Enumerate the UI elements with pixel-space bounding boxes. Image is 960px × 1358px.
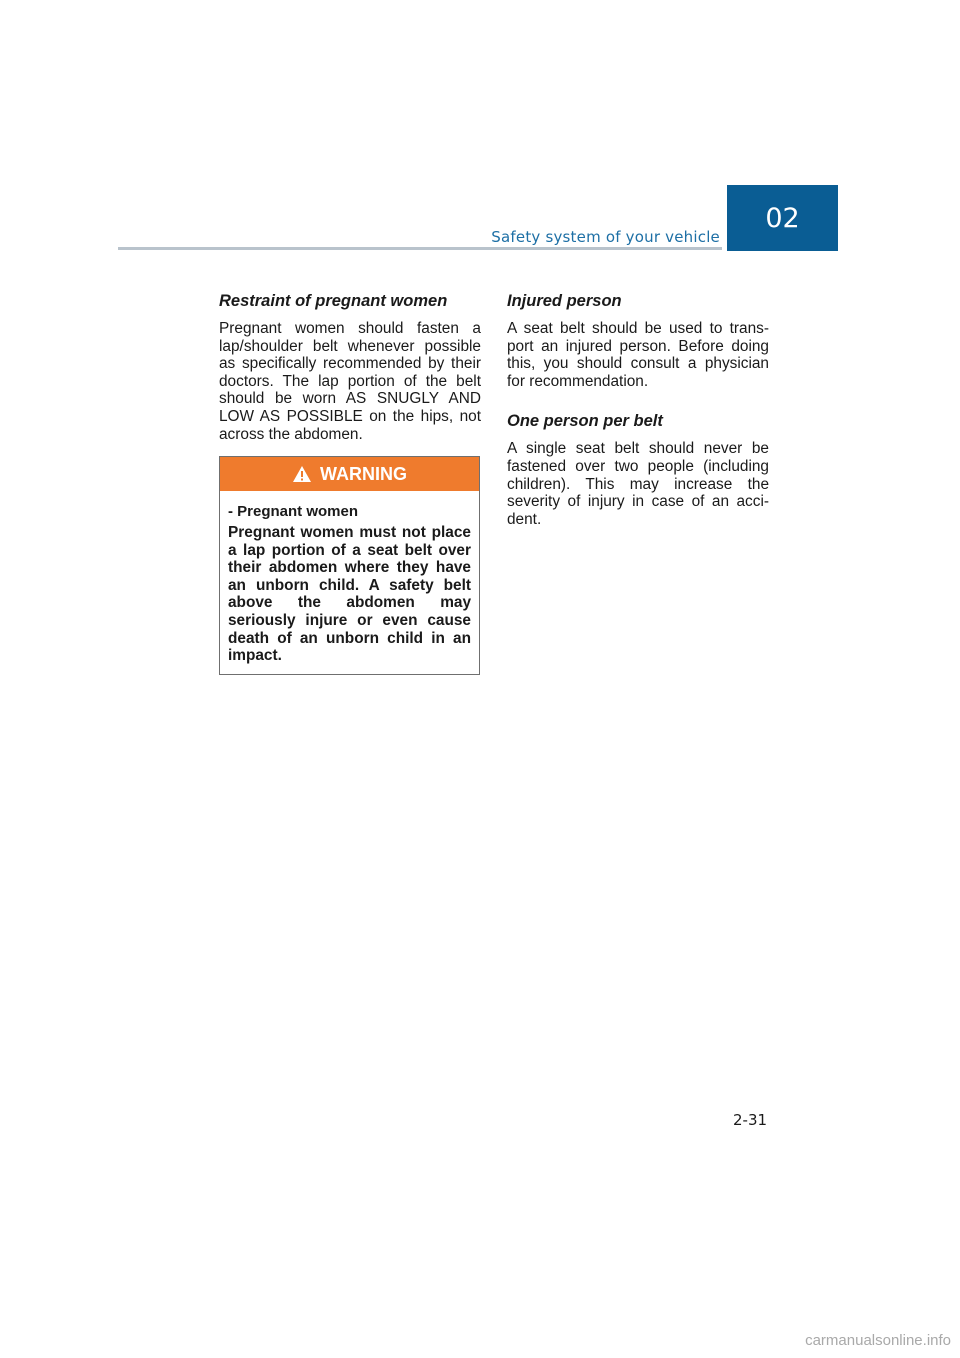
- section-body-one-person: A single seat belt should never be fastened over two people (including children). This may increase the severity of injury in case of an acci-dent.: [507, 440, 769, 528]
- warning-text: Pregnant women must not place a lap portion of a seat belt over their abdomen where they have an unborn child. A safety belt above the abdomen may seriously injure or even cause death of an unborn child in an impact.: [228, 524, 471, 665]
- page-number: 2-31: [733, 1111, 768, 1129]
- section-title: Safety system of your vehicle: [491, 228, 720, 246]
- section-body-pregnant: Pregnant women should fasten a lap/shoulder belt whenever possible as specifically recommended by their doctors. The lap portion of the belt should be worn AS SNUGLY AND LOW AS POSSIBLE on the hips, not across the abdomen.: [219, 320, 481, 443]
- section-heading-pregnant: Restraint of pregnant women: [219, 292, 448, 310]
- right-column: [507, 292, 769, 528]
- warning-box: [219, 456, 480, 675]
- header-rule: [118, 247, 722, 250]
- chapter-tab: 02: [727, 185, 838, 251]
- left-column: [219, 292, 481, 443]
- warning-triangle-icon: [292, 465, 312, 483]
- section-body-injured: A seat belt should be used to trans-port an injured person. Before doing this, you should consult a physician for recommendation.: [507, 320, 769, 390]
- warning-body: [220, 491, 479, 665]
- warning-subtitle: - Pregnant women: [228, 503, 359, 520]
- warning-title: WARNING: [320, 463, 407, 484]
- section-heading-injured: Injured person: [507, 292, 622, 310]
- watermark: carmanualsonline.info: [805, 1332, 951, 1349]
- warning-header: [220, 457, 479, 491]
- section-heading-one-person: One person per belt: [507, 412, 663, 431]
